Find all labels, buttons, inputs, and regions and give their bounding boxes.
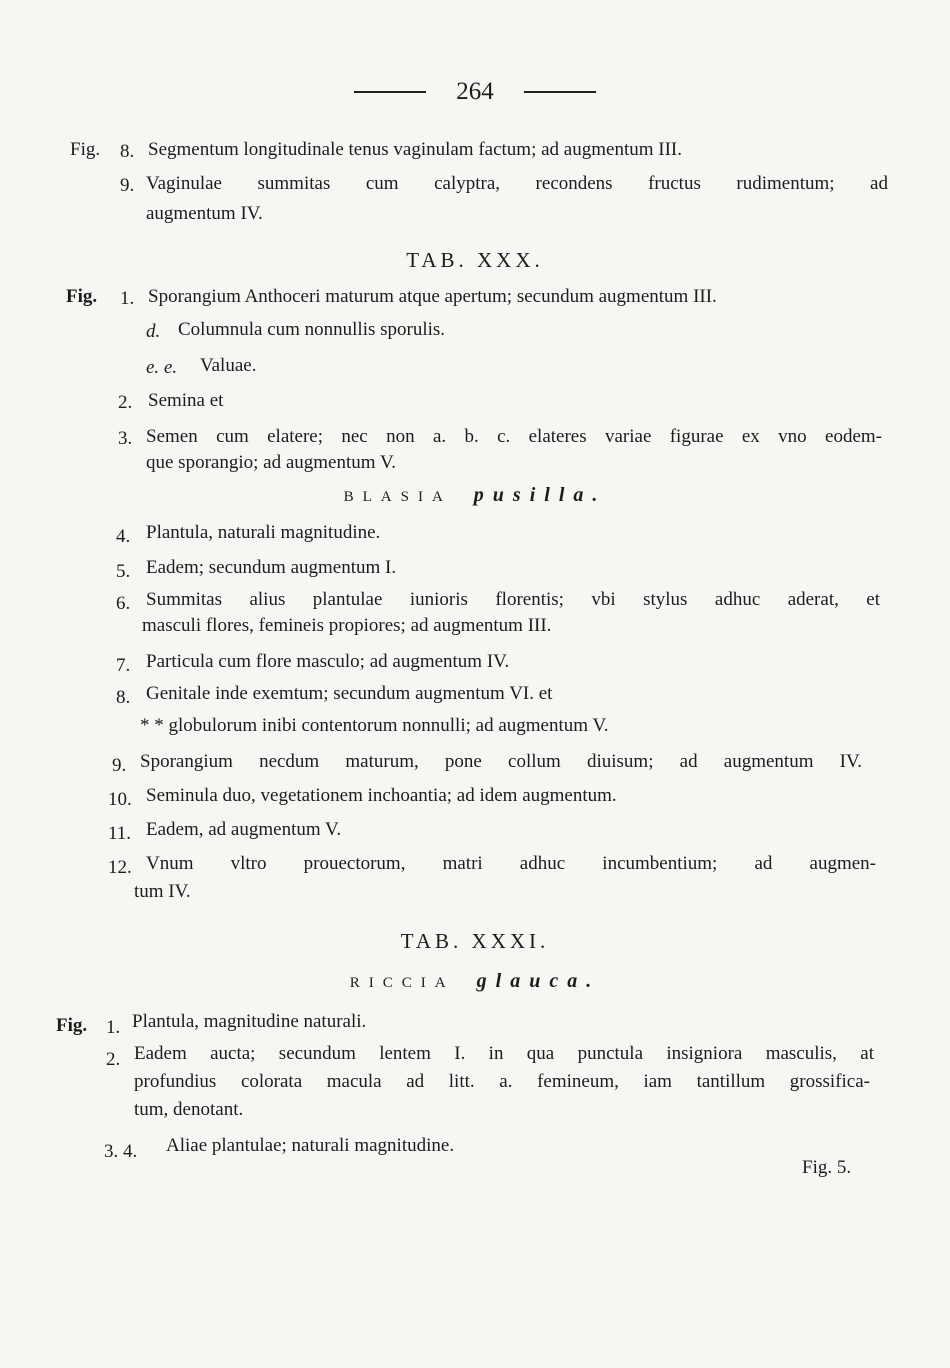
genus-heading: [0, 970, 950, 993]
entry-number: 1.: [106, 1017, 121, 1038]
entry-number: 8.: [116, 687, 131, 708]
entry-text: Plantula, magnitudine naturali.: [132, 1011, 367, 1032]
entry-text: tum IV.: [134, 881, 191, 902]
entry-number: 4.: [116, 526, 131, 547]
genus-name: RICCIA: [349, 975, 455, 991]
entry-text: Vaginulae summitas cum calyptra, recondens fructus rudimentum; ad: [146, 173, 888, 194]
entry-text: Semen cum elatere; nec non a. b. c. elateres variae figurae ex vno eodem-: [146, 426, 882, 447]
entry-text: Sporangium Anthoceri maturum atque apertum; secundum augmentum III.: [148, 286, 717, 307]
entry-number: 7.: [116, 655, 131, 676]
entry-text: Aliae plantulae; naturali magnitudine.: [166, 1135, 455, 1156]
entry-text: Eadem, ad augmentum V.: [146, 819, 342, 840]
entry-text: que sporangio; ad augmentum V.: [146, 452, 396, 473]
fig-label: Fig.: [56, 1015, 88, 1036]
entry-number: 12.: [108, 857, 132, 878]
entry-text: masculi flores, femineis propiores; ad augmentum III.: [142, 615, 552, 636]
entry-number: 9.: [120, 175, 135, 196]
entry-text: Particula cum flore masculo; ad augmentum IV.: [146, 651, 510, 672]
fig-label: Fig.: [66, 286, 98, 307]
entry-text: Seminula duo, vegetationem inchoantia; ad idem augmentum.: [146, 785, 617, 806]
entry-text: Summitas alius plantulae iunioris florentis; vbi stylus adhuc aderat, et: [146, 589, 880, 610]
entry-text: profundius colorata macula ad litt. a. femineum, iam tantillum grossifica-: [134, 1071, 870, 1092]
entry-text: augmentum IV.: [146, 203, 263, 224]
entry-text: Eadem aucta; secundum lentem I. in qua punctula insigniora masculis, at: [134, 1043, 874, 1064]
entry-number: 10.: [108, 789, 132, 810]
genus-heading: [0, 484, 950, 507]
entry-number: 9.: [112, 755, 127, 776]
entry-number: 2.: [118, 392, 133, 413]
entry-letter: d.: [146, 321, 161, 342]
entry-text: Plantula, naturali magnitudine.: [146, 522, 381, 543]
entry-text: Segmentum longitudinale tenus vaginulam factum; ad augmentum III.: [148, 139, 682, 160]
plate-heading: TAB. XXXI.: [400, 929, 550, 953]
page-header: [0, 78, 950, 114]
entry-number: 1.: [120, 288, 135, 309]
entry-text: Columnula cum nonnullis sporulis.: [178, 319, 446, 340]
entry-text: * * globulorum inibi contentorum nonnulli; ad augmentum V.: [140, 715, 609, 736]
entry-letter: e. e.: [146, 357, 178, 378]
entry-number: 6.: [116, 593, 131, 614]
entry-text: Semina et: [148, 390, 224, 411]
page-number: 264: [456, 78, 494, 105]
species-name: pusilla.: [473, 484, 607, 506]
entry-text: tum, denotant.: [134, 1099, 244, 1120]
fig-label: Fig.: [70, 139, 101, 160]
entry-text: Eadem; secundum augmentum I.: [146, 557, 397, 578]
entry-number: 2.: [106, 1049, 121, 1070]
entry-number: 3. 4.: [104, 1141, 138, 1162]
entry-text: Sporangium necdum maturum, pone collum diuisum; ad augmentum IV.: [140, 751, 862, 772]
entry-text: Vnum vltro prouectorum, matri adhuc incumbentium; ad augmen-: [146, 853, 876, 874]
entry-text: Valuae.: [200, 355, 257, 376]
entry-number: 3.: [118, 428, 133, 449]
header-rule-right: [524, 91, 596, 93]
genus-name: BLASIA: [343, 489, 452, 505]
entry-text: Genitale inde exemtum; secundum augmentum VI. et: [146, 683, 553, 704]
entry-number: 11.: [108, 823, 132, 844]
entry-number: 8.: [120, 141, 135, 162]
entry-number: 5.: [116, 561, 131, 582]
plate-heading: TAB. XXX.: [406, 248, 544, 272]
species-name: glauca.: [476, 970, 601, 992]
catchword: Fig. 5.: [802, 1157, 852, 1178]
header-rule-left: [354, 91, 426, 93]
